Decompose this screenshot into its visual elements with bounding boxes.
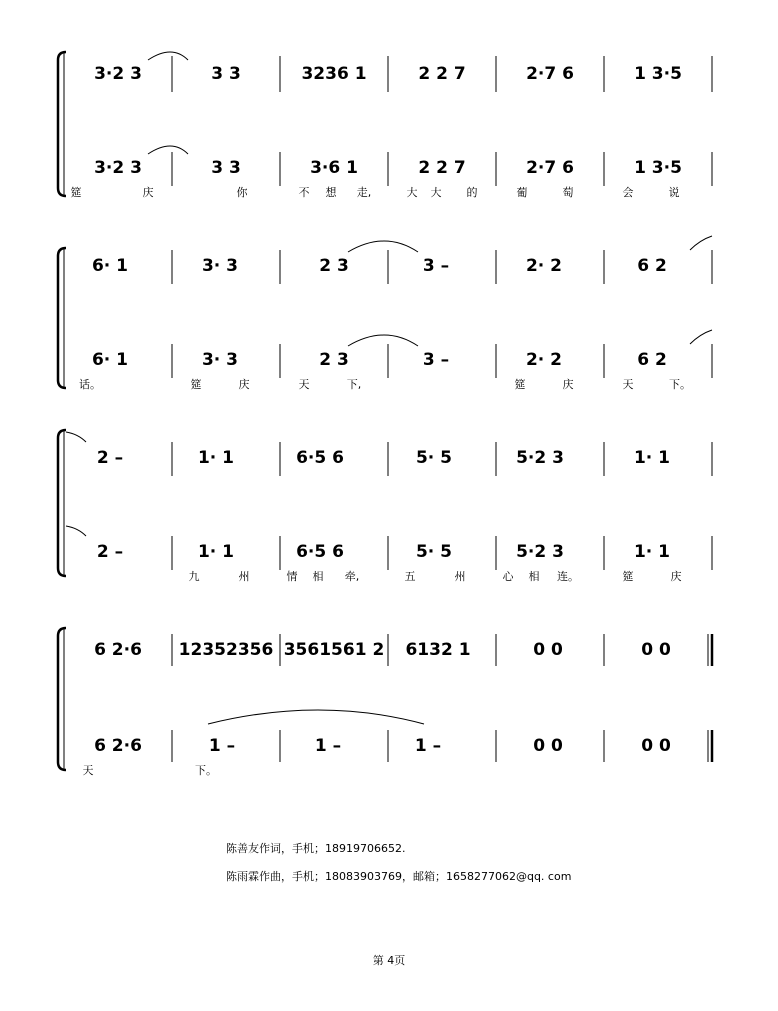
system-2-lines — [58, 236, 712, 388]
lyric: 九 — [188, 570, 200, 583]
s2-upper-measure: 6· 1 — [91, 256, 129, 276]
lyric: 州 — [238, 570, 250, 583]
lyric: 筵 — [622, 570, 634, 583]
s3-lower-measure: 2 – — [96, 542, 124, 562]
lyric: 走, — [356, 186, 372, 199]
lyric: 心 — [502, 570, 514, 583]
lyric: 五 — [404, 570, 416, 583]
s1-lower-measure: 3·6 1 — [310, 158, 358, 178]
lyric: 连。 — [557, 570, 579, 583]
s3-lower-measure: 5·2 3 — [516, 542, 564, 562]
s4-lower-measure: 0 0 — [641, 736, 671, 756]
lyric: 庆 — [562, 378, 574, 391]
composer-credit: 陈雨霖作曲，手机；18083903769，邮箱；1658277062@qq. com — [226, 870, 572, 883]
lyric: 不 — [298, 186, 310, 199]
lyric: 牵, — [344, 570, 360, 583]
lyric: 相 — [312, 570, 324, 583]
lyric: 筵 — [514, 378, 526, 391]
s2-upper-measure: 3 – — [422, 256, 450, 276]
s2-lower-measure: 6 2 — [637, 350, 667, 370]
lyric: 话。 — [79, 378, 101, 391]
s1-lower-measure: 2·7 6 — [526, 158, 574, 178]
lyric: 庆 — [238, 378, 250, 391]
s2-upper-measure: 2· 2 — [525, 256, 563, 276]
lyric: 天 — [622, 378, 634, 391]
s1-lower-measure: 3 3 — [211, 158, 241, 178]
lyric: 天 — [82, 764, 94, 777]
lyric: 葡 — [516, 186, 528, 199]
s2-lower-measure: 3 – — [422, 350, 450, 370]
s3-lower-measure: 1· 1 — [197, 542, 235, 562]
lyric: 的 — [466, 186, 478, 199]
s2-upper-measure: 2 3 — [319, 256, 349, 276]
lyric: 想 — [325, 186, 337, 199]
lyric: 筵 — [70, 186, 82, 199]
lyric: 大 — [406, 186, 418, 199]
s4-lower-measure: 0 0 — [533, 736, 563, 756]
s4-upper-measure: 0 0 — [641, 640, 671, 660]
s3-upper-measure: 5·2 3 — [516, 448, 564, 468]
s4-upper-measure: 3561561 2 — [283, 640, 385, 660]
s1-upper-measure: 2 2 7 — [418, 64, 466, 84]
s2-upper-measure: 3· 3 — [201, 256, 239, 276]
s4-lower-measure: 1 – — [208, 736, 236, 756]
s2-lower-measure: 6· 1 — [91, 350, 129, 370]
s1-upper-measure: 1 3·5 — [634, 64, 682, 84]
system-1-lines — [58, 52, 712, 196]
system-3-lines — [58, 430, 712, 576]
s3-upper-measure: 6·5 6 — [296, 448, 344, 468]
s3-upper-measure: 1· 1 — [197, 448, 235, 468]
lyric: 你 — [236, 186, 248, 199]
lyric: 情 — [286, 570, 298, 583]
lyric: 下。 — [669, 378, 691, 391]
lyric: 相 — [528, 570, 540, 583]
lyric: 下。 — [195, 764, 217, 777]
lyricist-credit: 陈善友作词，手机；18919706652. — [226, 842, 406, 855]
s3-lower-measure: 5· 5 — [415, 542, 453, 562]
s4-upper-measure: 0 0 — [533, 640, 563, 660]
s1-upper-measure: 3236 1 — [301, 64, 367, 84]
lyric: 天 — [298, 378, 310, 391]
lyric: 会 — [622, 186, 634, 199]
lyric: 筵 — [190, 378, 202, 391]
lyric: 州 — [454, 570, 466, 583]
s1-upper-measure: 3·2 3 — [94, 64, 142, 84]
s4-lower-measure: 1 – — [414, 736, 442, 756]
s2-lower-measure: 2 3 — [319, 350, 349, 370]
s1-lower-measure: 1 3·5 — [634, 158, 682, 178]
s4-upper-measure: 6 2·6 — [94, 640, 142, 660]
s4-upper-measure: 12352356 — [178, 640, 274, 660]
lyric: 大 — [430, 186, 442, 199]
s2-lower-measure: 3· 3 — [201, 350, 239, 370]
s1-lower-measure: 2 2 7 — [418, 158, 466, 178]
s3-lower-measure: 1· 1 — [633, 542, 671, 562]
lyric: 下, — [346, 378, 362, 391]
page-number: 第 4页 — [372, 954, 406, 967]
s1-upper-measure: 2·7 6 — [526, 64, 574, 84]
s4-upper-measure: 6132 1 — [405, 640, 471, 660]
s3-upper-measure: 5· 5 — [415, 448, 453, 468]
system-4-lines — [58, 628, 712, 770]
s2-upper-measure: 6 2 — [637, 256, 667, 276]
s4-lower-measure: 1 – — [314, 736, 342, 756]
s3-lower-measure: 6·5 6 — [296, 542, 344, 562]
lyric: 萄 — [562, 186, 574, 199]
lyric: 庆 — [670, 570, 682, 583]
s3-upper-measure: 2 – — [96, 448, 124, 468]
s1-lower-measure: 3·2 3 — [94, 158, 142, 178]
lyric: 庆 — [142, 186, 154, 199]
lyric: 说 — [668, 186, 680, 199]
s4-lower-measure: 6 2·6 — [94, 736, 142, 756]
s3-upper-measure: 1· 1 — [633, 448, 671, 468]
s1-upper-measure: 3 3 — [211, 64, 241, 84]
s2-lower-measure: 2· 2 — [525, 350, 563, 370]
